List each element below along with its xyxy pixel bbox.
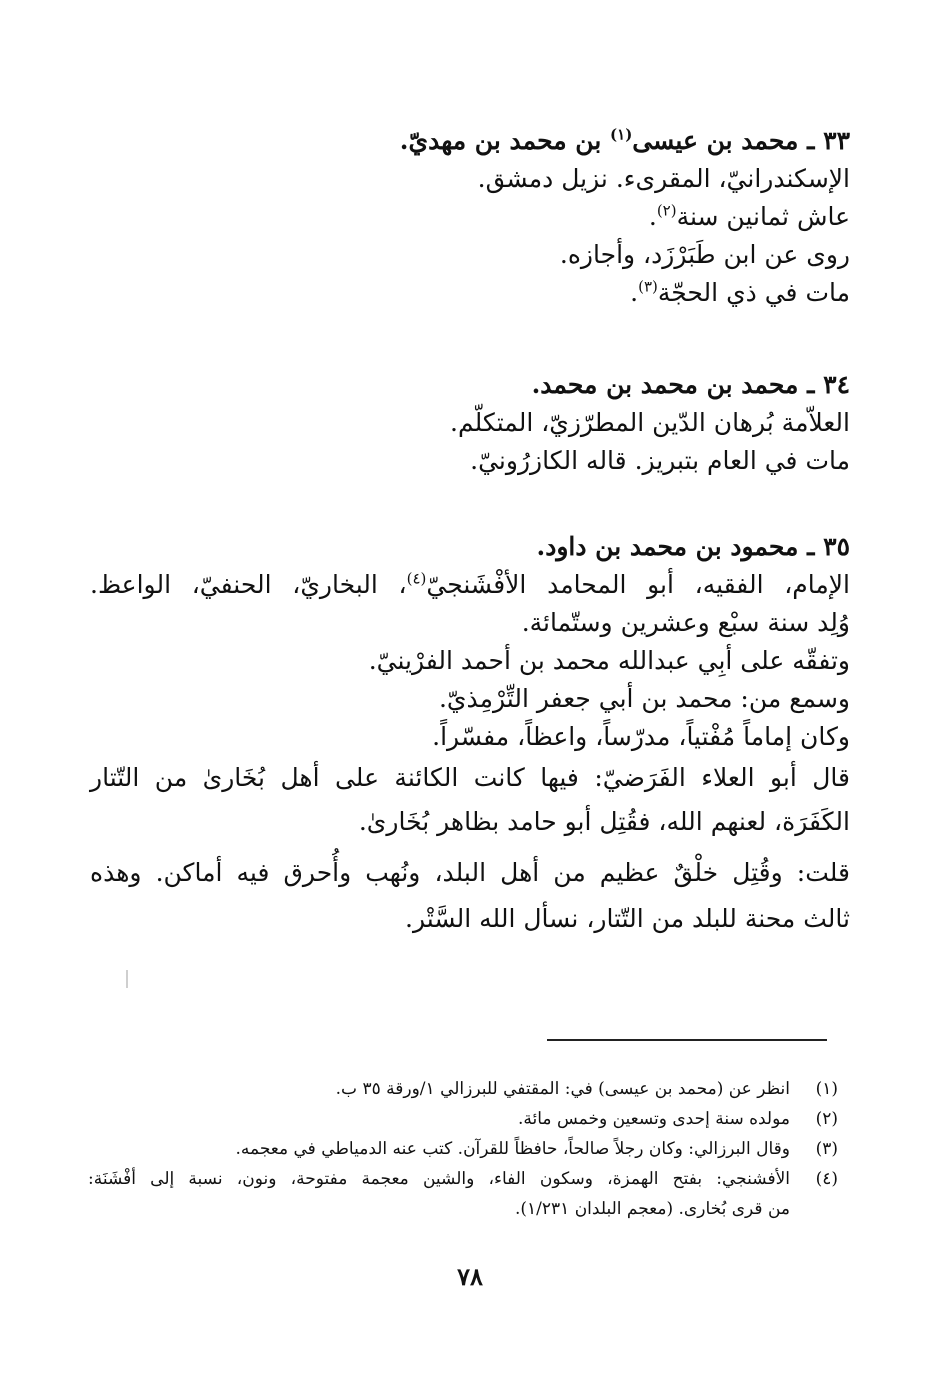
entry-heading: ٣٣ ـ محمد بن عيسى$^{(١)}$ بن محمد بن مهديّ. — [399, 125, 850, 155]
note-line: قلت: وقُتِل خلْقٌ عظيم من أهل البلد، ونُهب وأُحرق فيه أماكن. وهذه — [90, 858, 850, 887]
entry-line — [90, 566, 850, 604]
note-line: ثالث محنة للبلد من التّتار، نسأل الله السَّتْر. — [405, 904, 850, 933]
entry-34 — [90, 366, 850, 480]
footnote-item — [88, 1074, 838, 1104]
footnote-text — [88, 1164, 790, 1224]
footnote-number: (٢) — [815, 1109, 838, 1129]
footnote-item — [88, 1104, 838, 1134]
entry-line: وتفقّه على أبِي عبدالله محمد بن أحمد الفرْينيّ. — [368, 646, 850, 675]
entry-35 — [90, 528, 850, 942]
entry-line-text: . — [648, 202, 657, 231]
entry-line — [90, 274, 850, 312]
quote-line: قال أبو العلاء الفَرَضيّ: فيها كانت الكائنة على أهل بُخَارىٰ من التّتار — [90, 763, 850, 792]
footnote-text: انظر عن (محمد بن عيسى) في: المقتفي للبرزالي ١/ورقة ٣٥ ب. — [335, 1079, 790, 1099]
entry-line: مات في العام بتبريز. قاله الكازرُونيّ. — [470, 446, 850, 475]
footnote-text: مولده سنة إحدى وتسعين وخمس مائة. — [518, 1109, 790, 1129]
entry-line: وسمع من: محمد بن أبي جعفر التِّرْمِذيّ. — [438, 684, 850, 713]
footnote-ref[interactable]: (١) — [610, 125, 633, 144]
entry-name: محمد بن محمد بن محمد. — [531, 370, 799, 399]
margin-mark — [126, 970, 128, 988]
footnote-separator — [547, 1039, 827, 1041]
page-number: ٧٨ — [457, 1262, 483, 1291]
footnote-number: (١) — [815, 1079, 838, 1099]
footnote-item — [88, 1134, 838, 1164]
quote-line: الكَفَرَة، لعنهم الله، فقُتِل أبو حامد بظاهر بُخَارىٰ. — [358, 807, 850, 836]
entry-number: ٣٥ — [823, 532, 850, 561]
footnote-number: (٤) — [815, 1169, 838, 1189]
entry-line — [90, 198, 850, 236]
footnote-text: وقال البرزالي: وكان رجلاً صالحاً، حافظاً للقرآن. كتب عنه الدمياطي في معجمه. — [235, 1139, 790, 1159]
entry-number: ٣٤ — [823, 370, 850, 399]
footnote-line: الأفشنجي: بفتح الهمزة، وسكون الفاء، والشين معجمة مفتوحة، ونون، نسبة إلى أفْشَنَة: — [88, 1169, 790, 1189]
entry-line: الإسكندرانيّ، المقرىء. نزيل دمشق. — [477, 164, 850, 193]
entry-33 — [90, 122, 850, 312]
entry-line-text: . — [630, 278, 639, 307]
footnote-ref[interactable]: (٢) — [656, 201, 677, 220]
entry-line: العلاّمة بُرهان الدّين المطرّزيّ، المتكلّم. — [450, 408, 850, 437]
entry-line-text: ، البخاريّ، الحنفيّ، الواعظ. — [90, 570, 407, 599]
footnote-line: من قرى بُخارى. (معجم البلدان ١/٢٣١). — [514, 1199, 790, 1219]
entry-line-text: مات في ذي الحجّة — [657, 278, 850, 307]
entry-heading: ٣٥ ـ محمود بن محمد بن داود. — [536, 532, 850, 561]
entry-number: ٣٣ — [823, 126, 850, 155]
entry-line-text: الإمام، الفقيه، أبو المحامد الأفْشَنجيّ — [426, 570, 851, 599]
footnote-number: (٣) — [815, 1139, 838, 1159]
footnote-ref[interactable]: (٤) — [406, 569, 427, 588]
entry-name: محمد بن عيسى — [632, 126, 799, 155]
footnote-item — [88, 1164, 838, 1224]
footnote-ref[interactable]: (٣) — [638, 277, 658, 296]
entry-line: وُلِد سنة سبْع وعشرين وستّمائة. — [521, 608, 850, 637]
entry-name-cont: بن محمد بن مهديّ. — [399, 126, 611, 155]
entry-line: وكان إماماً مُفْتياً، مدرّساً، واعظاً، مفسّراً. — [432, 722, 850, 751]
entry-name: محمود بن محمد بن داود. — [536, 532, 799, 561]
footnotes — [88, 1074, 838, 1224]
entry-line-text: عاش ثمانين سنة — [676, 202, 850, 231]
entry-line: روى عن ابن طَبَرْزَد، وأجازه. — [559, 240, 850, 269]
entry-heading: ٣٤ ـ محمد بن محمد بن محمد. — [531, 370, 850, 399]
